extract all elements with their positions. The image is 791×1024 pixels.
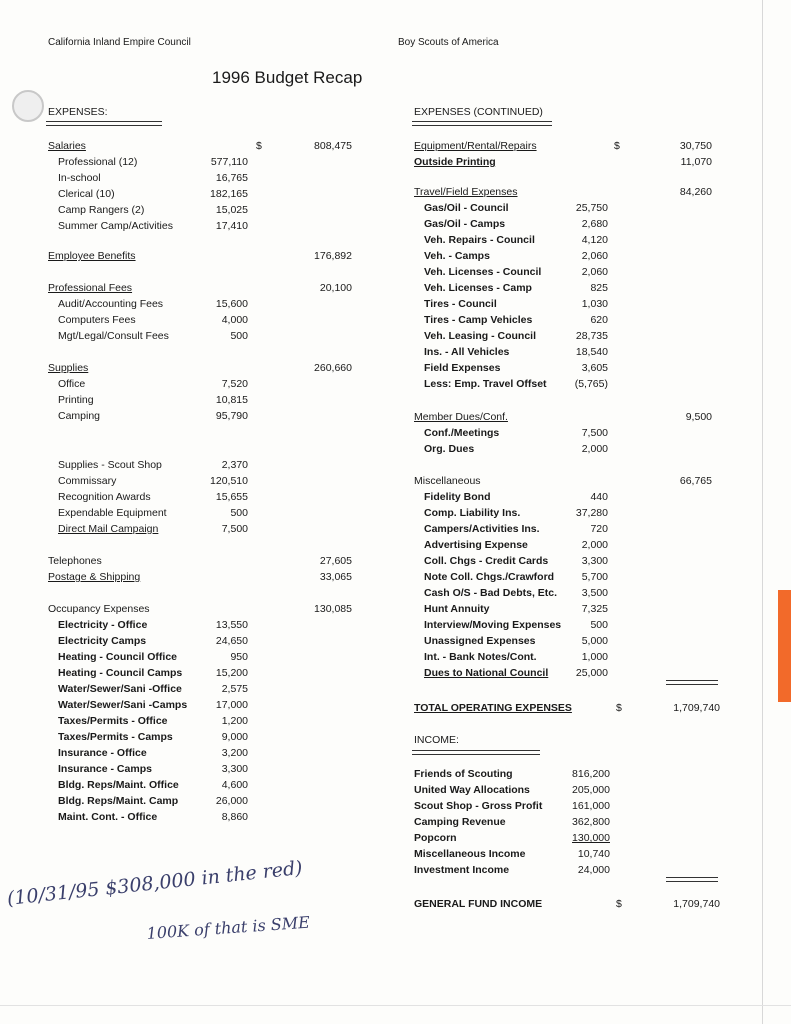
line-item-label: Taxes/Permits - Office xyxy=(58,715,168,727)
line-item-label: Electricity Camps xyxy=(58,635,147,647)
section-total: 30,750 xyxy=(679,140,712,152)
line-item-value: 10,815 xyxy=(215,394,248,406)
line-item-value: 3,300 xyxy=(221,763,248,775)
line-item-value: 500 xyxy=(230,507,248,519)
handwritten-note-2: 100K of that is SME xyxy=(146,912,311,943)
line-item-value: 2,060 xyxy=(581,266,608,278)
line-item-value: 1,030 xyxy=(581,298,608,310)
line-item-label: Electricity - Office xyxy=(58,619,148,631)
income-heading: INCOME: xyxy=(414,734,459,746)
line-item-value: 720 xyxy=(590,523,608,535)
line-item-label: Direct Mail Campaign xyxy=(58,523,159,535)
line-item-label: Bldg. Reps/Maint. Camp xyxy=(58,795,179,807)
section-label: Employee Benefits xyxy=(48,250,136,262)
page-title: 1996 Budget Recap xyxy=(212,68,363,87)
line-item-value: 2,370 xyxy=(221,459,248,471)
section-label: Professional Fees xyxy=(48,282,133,294)
line-item-label: Veh. Leasing - Council xyxy=(424,330,537,342)
line-item-value: 10,740 xyxy=(577,848,610,860)
line-item-label: Campers/Activities Ins. xyxy=(424,523,540,535)
section-total: 66,765 xyxy=(679,475,712,487)
section-label: Postage & Shipping xyxy=(48,571,141,583)
section-total: 27,605 xyxy=(319,555,352,567)
expenses-continued-heading: EXPENSES (CONTINUED) xyxy=(414,106,543,118)
line-item-value: 205,000 xyxy=(572,784,610,796)
line-item-value: 620 xyxy=(590,314,608,326)
line-item-value: 9,000 xyxy=(221,731,248,743)
line-item-value: 2,000 xyxy=(581,539,608,551)
line-item-value: 17,000 xyxy=(215,699,248,711)
line-item-value: 16,765 xyxy=(215,172,248,184)
line-item-value: 1,200 xyxy=(221,715,248,727)
section-total: 20,100 xyxy=(319,282,352,294)
line-item-label: Miscellaneous Income xyxy=(414,848,526,860)
section-label: Member Dues/Conf. xyxy=(414,411,508,423)
line-item-label: Tires - Council xyxy=(424,298,497,310)
line-item-label: Heating - Council Office xyxy=(58,651,178,663)
section-label: Miscellaneous xyxy=(414,475,481,487)
line-item-label: Veh. Licenses - Camp xyxy=(424,282,532,294)
punch-hole xyxy=(12,90,44,122)
line-item-value: 3,300 xyxy=(581,555,608,567)
line-item-label: Dues to National Council xyxy=(424,667,549,679)
line-item-value: 4,120 xyxy=(581,234,608,246)
currency-sign: $ xyxy=(616,702,622,714)
line-item-value: 500 xyxy=(590,619,608,631)
line-item-label: Field Expenses xyxy=(424,362,501,374)
line-item-label: Insurance - Office xyxy=(58,747,147,759)
line-item-label: Supplies - Scout Shop xyxy=(58,459,162,471)
line-item-value: 816,200 xyxy=(572,768,610,780)
line-item-value: 950 xyxy=(230,651,248,663)
line-item-label: Water/Sewer/Sani -Camps xyxy=(58,699,188,711)
line-item-value: 161,000 xyxy=(572,800,610,812)
page-edge xyxy=(762,0,763,1024)
line-item-label: Note Coll. Chgs./Crawford xyxy=(424,571,555,583)
section-total: 260,660 xyxy=(314,362,352,374)
general-fund-label: GENERAL FUND INCOME xyxy=(414,898,543,910)
line-item-label: Bldg. Reps/Maint. Office xyxy=(58,779,179,791)
line-item-label: Unassigned Expenses xyxy=(424,635,536,647)
section-total: 176,892 xyxy=(314,250,352,262)
line-item-value: (5,765) xyxy=(574,378,608,390)
line-item-value: 8,860 xyxy=(221,811,248,823)
line-item-label: Maint. Cont. - Office xyxy=(58,811,158,823)
line-item-label: Int. - Bank Notes/Cont. xyxy=(424,651,537,663)
line-item-label: Camping xyxy=(58,410,101,422)
line-item-value: 825 xyxy=(590,282,608,294)
line-item-label: Veh. Repairs - Council xyxy=(424,234,535,246)
line-item-value: 7,500 xyxy=(581,427,608,439)
line-item-value: 26,000 xyxy=(215,795,248,807)
line-item-value: 24,000 xyxy=(577,864,610,876)
section-label: Outside Printing xyxy=(414,156,496,168)
line-item-label: In-school xyxy=(58,172,101,184)
line-item-label: Water/Sewer/Sani -Office xyxy=(58,683,182,695)
line-item-label: Expendable Equipment xyxy=(58,507,167,519)
line-item-value: 5,000 xyxy=(581,635,608,647)
line-item-value: 362,800 xyxy=(572,816,610,828)
section-label: Salaries xyxy=(48,140,86,152)
line-item-value: 3,200 xyxy=(221,747,248,759)
line-item-label: Interview/Moving Expenses xyxy=(424,619,562,631)
orange-tab xyxy=(778,590,791,702)
line-item-value: 2,060 xyxy=(581,250,608,262)
handwritten-note: (10/31/95 $308,000 in the red) xyxy=(6,856,304,910)
section-total: 11,070 xyxy=(680,156,712,168)
line-item-value: 3,605 xyxy=(581,362,608,374)
line-item-value: 2,575 xyxy=(221,683,248,695)
line-item-label: Clerical (10) xyxy=(58,188,115,200)
line-item-label: Summer Camp/Activities xyxy=(58,220,173,232)
line-item-label: Hunt Annuity xyxy=(424,603,490,615)
line-item-value: 2,000 xyxy=(581,443,608,455)
section-label: Equipment/Rental/Repairs xyxy=(414,140,537,152)
line-item-label: Camping Revenue xyxy=(414,816,506,828)
line-item-label: Advertising Expense xyxy=(424,539,528,551)
total-rule xyxy=(666,680,718,685)
section-total: 808,475 xyxy=(314,140,352,152)
line-item-value: 28,735 xyxy=(575,330,608,342)
line-item-label: Coll. Chgs - Credit Cards xyxy=(424,555,549,567)
line-item-label: Recognition Awards xyxy=(58,491,151,503)
line-item-value: 25,000 xyxy=(575,667,608,679)
line-item-value: 440 xyxy=(590,491,608,503)
line-item-value: 182,165 xyxy=(210,188,248,200)
line-item-label: Printing xyxy=(58,394,94,406)
line-item-label: Tires - Camp Vehicles xyxy=(424,314,533,326)
section-label: Travel/Field Expenses xyxy=(414,186,518,198)
line-item-label: Insurance - Camps xyxy=(58,763,152,775)
line-item-value: 577,110 xyxy=(210,156,248,168)
heading-rule xyxy=(412,750,540,755)
line-item-value: 4,600 xyxy=(221,779,248,791)
section-total: 9,500 xyxy=(685,411,712,423)
line-item-label: Gas/Oil - Council xyxy=(424,202,509,214)
line-item-label: Professional (12) xyxy=(58,156,138,168)
line-item-value: 18,540 xyxy=(575,346,608,358)
line-item-value: 3,500 xyxy=(581,587,608,599)
line-item-value: 15,200 xyxy=(215,667,248,679)
line-item-label: Fidelity Bond xyxy=(424,491,491,503)
line-item-label: Taxes/Permits - Camps xyxy=(58,731,173,743)
heading-rule xyxy=(412,121,552,126)
line-item-label: United Way Allocations xyxy=(414,784,530,796)
general-fund-value: 1,709,740 xyxy=(673,898,720,910)
line-item-label: Mgt/Legal/Consult Fees xyxy=(58,330,169,342)
line-item-label: Office xyxy=(58,378,86,390)
line-item-label: Cash O/S - Bad Debts, Etc. xyxy=(424,587,558,599)
section-total: 130,085 xyxy=(314,603,352,615)
org-right: Boy Scouts of America xyxy=(398,37,499,48)
total-operating-value: 1,709,740 xyxy=(673,702,720,714)
section-total: 33,065 xyxy=(319,571,352,583)
line-item-value: 5,700 xyxy=(581,571,608,583)
line-item-value: 4,000 xyxy=(221,314,248,326)
line-item-label: Audit/Accounting Fees xyxy=(58,298,164,310)
line-item-label: Friends of Scouting xyxy=(414,768,513,780)
line-item-label: Less: Emp. Travel Offset xyxy=(424,378,547,390)
line-item-value: 2,680 xyxy=(581,218,608,230)
line-item-value: 500 xyxy=(230,330,248,342)
currency-sign: $ xyxy=(256,140,262,152)
line-item-value: 7,325 xyxy=(581,603,608,615)
section-total: 84,260 xyxy=(679,186,712,198)
total-operating-label: TOTAL OPERATING EXPENSES xyxy=(414,702,572,714)
section-label: Supplies xyxy=(48,362,89,374)
page-edge-bottom xyxy=(0,1005,791,1006)
org-left: California Inland Empire Council xyxy=(48,37,191,48)
line-item-label: Investment Income xyxy=(414,864,510,876)
line-item-value: 120,510 xyxy=(210,475,248,487)
line-item-label: Scout Shop - Gross Profit xyxy=(414,800,543,812)
line-item-value: 7,520 xyxy=(221,378,248,390)
line-item-value: 15,025 xyxy=(215,204,248,216)
line-item-value: 25,750 xyxy=(575,202,608,214)
heading-rule xyxy=(46,121,162,126)
line-item-value: 15,655 xyxy=(215,491,248,503)
line-item-label: Computers Fees xyxy=(58,314,136,326)
line-item-value: 24,650 xyxy=(215,635,248,647)
line-item-label: Popcorn xyxy=(414,832,457,844)
total-rule xyxy=(666,877,718,882)
line-item-label: Ins. - All Vehicles xyxy=(424,346,510,358)
line-item-label: Conf./Meetings xyxy=(424,427,500,439)
line-item-value: 17,410 xyxy=(215,220,248,232)
line-item-value: 130,000 xyxy=(572,832,610,844)
line-item-value: 7,500 xyxy=(221,523,248,535)
line-item-value: 13,550 xyxy=(215,619,248,631)
line-item-value: 15,600 xyxy=(215,298,248,310)
line-item-label: Commissary xyxy=(58,475,117,487)
line-item-value: 37,280 xyxy=(575,507,608,519)
line-item-value: 95,790 xyxy=(215,410,248,422)
line-item-label: Gas/Oil - Camps xyxy=(424,218,506,230)
line-item-label: Org. Dues xyxy=(424,443,475,455)
line-item-label: Camp Rangers (2) xyxy=(58,204,145,216)
currency-sign: $ xyxy=(614,140,620,152)
section-label: Telephones xyxy=(48,555,102,567)
currency-sign: $ xyxy=(616,898,622,910)
expenses-heading: EXPENSES: xyxy=(48,106,108,118)
line-item-label: Comp. Liability Ins. xyxy=(424,507,521,519)
section-label: Occupancy Expenses xyxy=(48,603,150,615)
line-item-label: Veh. Licenses - Council xyxy=(424,266,542,278)
line-item-label: Heating - Council Camps xyxy=(58,667,183,679)
line-item-value: 1,000 xyxy=(581,651,608,663)
line-item-label: Veh. - Camps xyxy=(424,250,490,262)
